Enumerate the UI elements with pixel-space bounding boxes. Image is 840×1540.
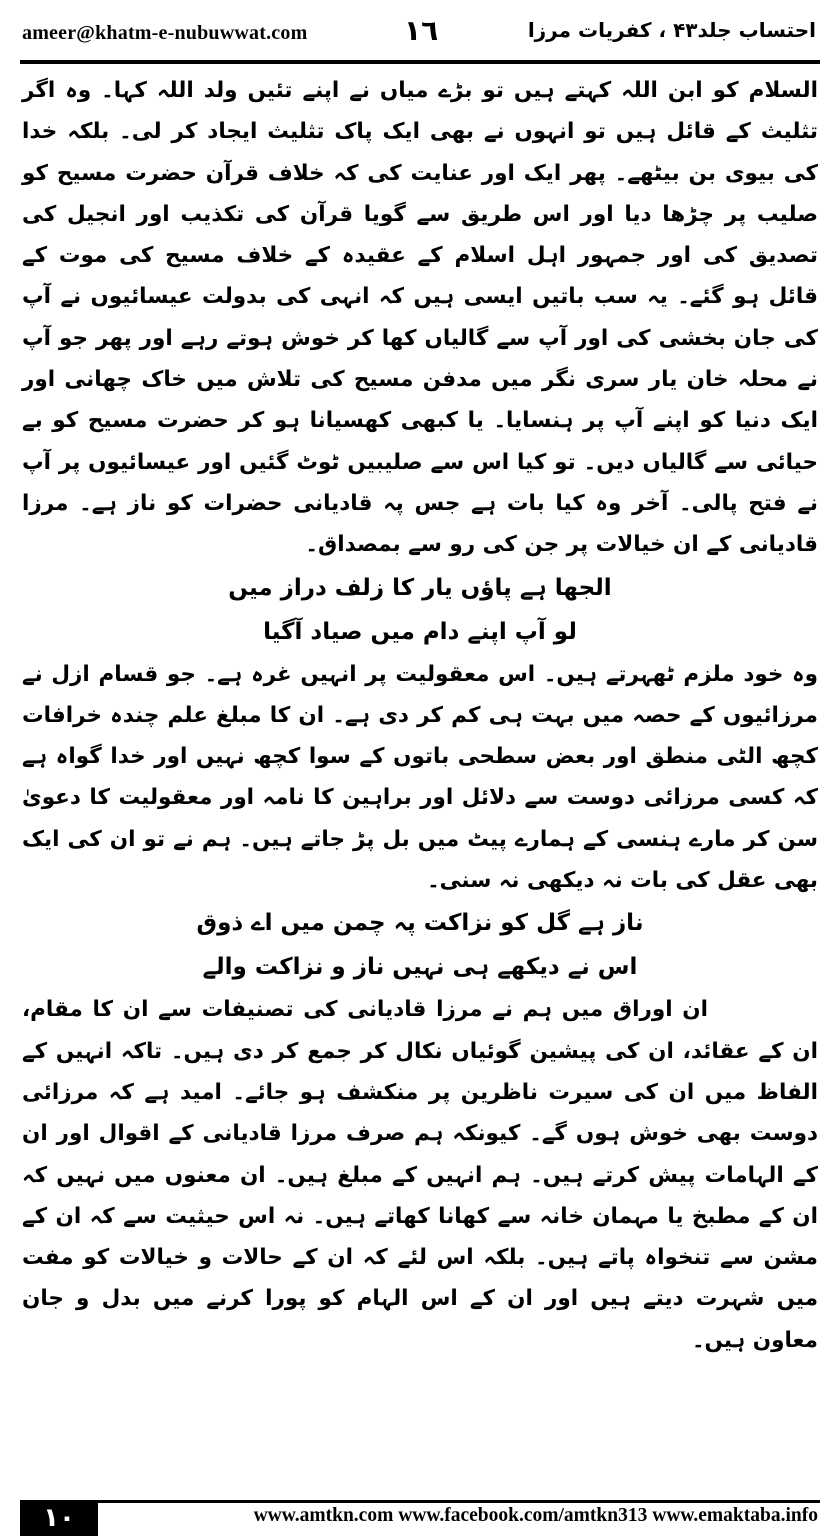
couplet-1-line-1: الجھا ہے پاؤں یار کا زلف دراز میں (228, 574, 612, 601)
page-body (22, 70, 818, 1361)
header-rule (20, 60, 820, 64)
footer-page-number: ١٠ (20, 1500, 98, 1536)
couplet-1-line-2: لو آپ اپنے دام میں صیاد آگیا (263, 618, 577, 645)
couplet-2-line-1: ناز ہے گل کو نزاکت پہ چمن میں اے ذوق (196, 910, 644, 937)
header-title: احتساب جلد۴۳ ، کفریات مرزا (527, 18, 816, 42)
paragraph-3: ان اوراق میں ہم نے مرزا قادیانی کی تصنیفات سے ان کا مقام، ان کے عقائد، ان کی پیشین گوئیاں نکال کر جمع کر دی ہیں۔ تاکہ انہیں کے الفاظ میں ان کی سیرت ناظرین پر منکشف ہو جائے۔ امید ہے کہ مرزائی دوست بھی خوش ہوں گے۔ کیونکہ ہم صرف مرزا قادیانی کے اقوال اور ان کے الہامات پیش کرتے ہیں۔ ہم انہیں کے مبلغ ہیں۔ ان معنوں میں نہیں کہ ان کے مطبخ یا مہمان خانہ سے کھانا کھاتے ہیں۔ نہ اس حیثیت سے کہ ان کے مشن سے تنخواہ پاتے ہیں۔ بلکہ اس لئے کہ ان کے حالات و خیالات کو مفت میں شہرت دیتے ہیں اور ان کے اس الہام کو پورا کرنے میں بدل و جان معاون ہیں۔ (22, 997, 818, 1353)
couplet-2-line-2: اس نے دیکھے ہی نہیں ناز و نزاکت والے (202, 954, 638, 981)
footer-links: www.amtkn.com www.facebook.com/amtkn313 www.emaktaba.info (253, 1505, 818, 1526)
page-footer (0, 1494, 840, 1540)
page-header (0, 0, 840, 64)
couplet-1 (22, 566, 818, 654)
paragraph-1: السلام کو ابن اللہ کہتے ہیں تو بڑے میاں نے اپنے تئیں ولد اللہ کہا۔ وہ اگر تثلیث کے قائل ہیں تو انہوں نے بھی ایک پاک تثلیث ایجاد کر لی۔ بلکہ خدا کی بیوی بن بیٹھے۔ پھر ایک اور عنایت کی کہ خلاف قرآن حضرت مسیح کو صلیب پر چڑھا دیا اور اس طریق سے گویا قرآن کی تکذیب اور انجیل کی تصدیق کی اور جمہور اہل اسلام کے عقیدہ کے خلاف مسیح کی موت کے قائل ہو گئے۔ یہ سب باتیں ایسی ہیں کہ انہی کی بدولت عیسائیوں نے آپ کی جان بخشی کی اور آپ سے گالیاں کھا کر خوش ہوتے رہے اور پھر جو آپ نے محلہ خان یار سری نگر میں مدفن مسیح کی تلاش میں خاک چھانی اور ایک دنیا کو اپنے آپ پر ہنسایا۔ یا کبھی کھسیانا ہو کر حضرت مسیح کو بے حیائی سے گالیاں دیں۔ تو کیا اس سے صلیبیں ٹوٹ گئیں اور عیسائیوں پر آپ نے فتح پالی۔ آخر وہ کیا بات ہے جس پہ قادیانی حضرات کو ناز ہے۔ مرزا قادیانی کے ان خیالات پر جن کی رو سے بمصداق۔ (22, 78, 818, 558)
couplet-2 (22, 901, 818, 989)
footer-rule (98, 1500, 820, 1503)
paragraph-2: وہ خود ملزم ٹھہرتے ہیں۔ اس معقولیت پر انہیں غرہ ہے۔ جو قسام ازل نے مرزائیوں کے حصہ میں بہت ہی کم کر دی ہے۔ ان کا مبلغ علم چندہ خرافات کچھ الٹی منطق اور بعض سطحی باتوں کے سوا کچھ نہیں اور خدا گواہ ہے کہ کسی مرزائی دوست سے دلائل اور براہین کا نامہ اور معقولیت کا دعویٰ سن کر مارے ہنسی کے ہمارے پیٹ میں بل پڑ جاتے ہیں۔ ہم نے تو ان کی ایک بھی عقل کی بات نہ دیکھی نہ سنی۔ (22, 661, 818, 894)
header-page-number: ١٦ (404, 14, 439, 47)
header-email: ameer@khatm-e-nubuwwat.com (22, 22, 308, 44)
